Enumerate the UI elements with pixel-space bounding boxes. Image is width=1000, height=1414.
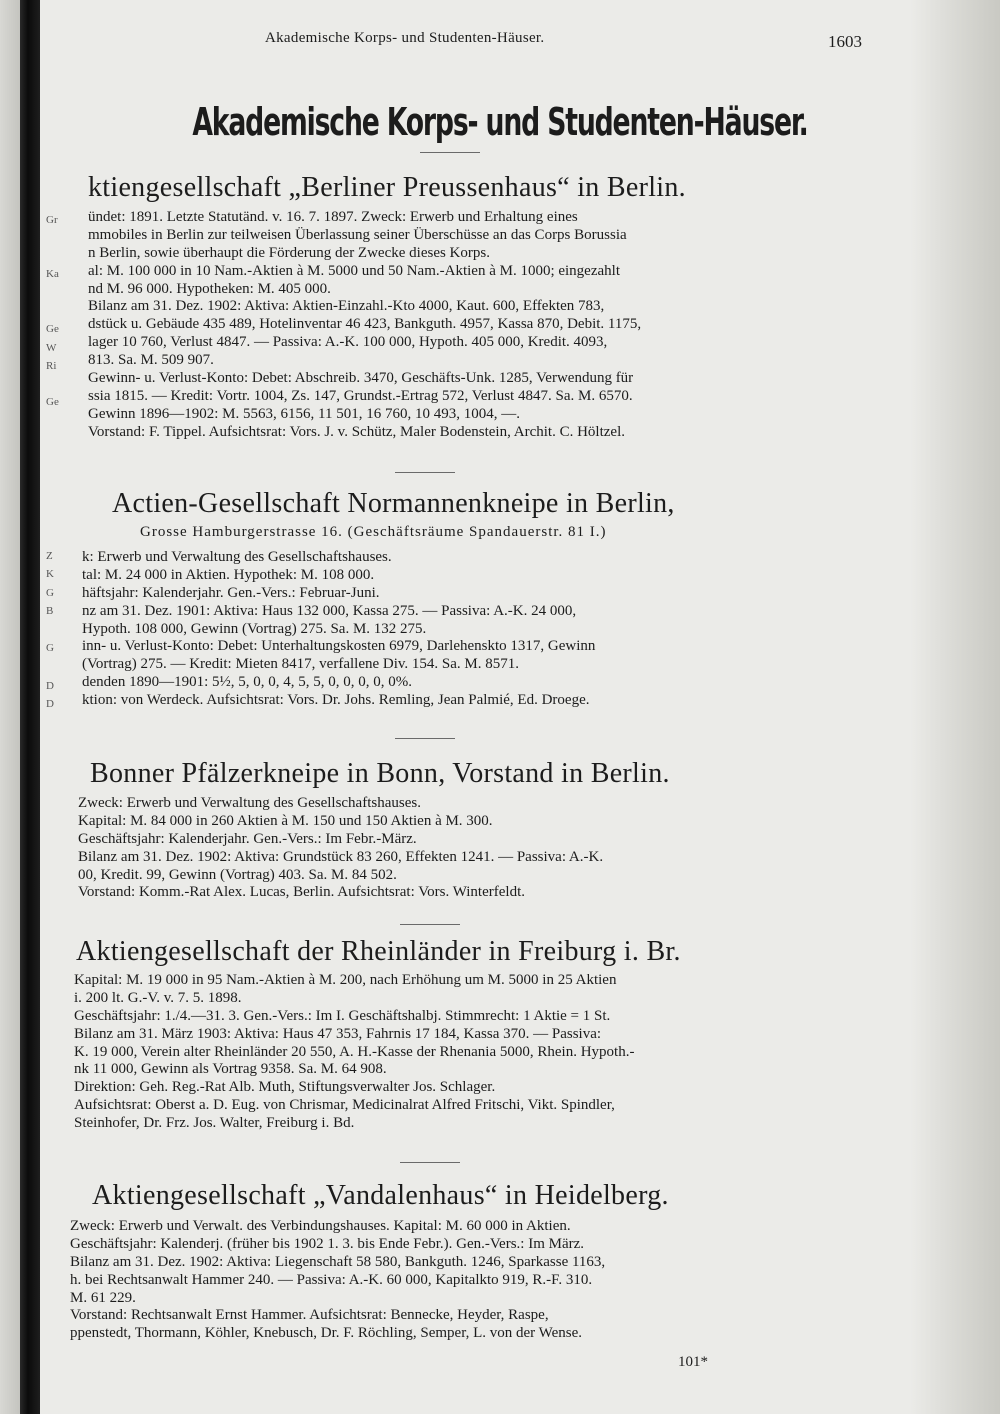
margin-fragment: W [46,342,57,354]
section-heading-pfaelzerkneipe: Bonner Pfälzerkneipe in Bonn, Vorstand in Berlin. [90,758,670,789]
text-line: inn- u. Verlust-Konto: Debet: Unterhaltungskosten 6979, Darlehenskto 1317, Gewinn [82,638,596,655]
printer-signature: 101* [678,1354,708,1370]
text-line: nz am 31. Dez. 1901: Aktiva: Haus 132 000, Kassa 275. — Passiva: A.-K. 24 000, [82,602,577,619]
text-line: k: Erwerb und Verwaltung des Gesellschaftshauses. [82,549,392,565]
title-rule [420,152,480,153]
margin-fragment: G [46,587,54,599]
section-body-pfaelzerkneipe [78,795,603,902]
margin-fragment: D [46,698,54,710]
text-line: Geschäftsjahr: Kalenderj. (früher bis 1902 1. 3. bis Ende Febr.). Gen.-Vers.: Im März. [70,1235,585,1252]
margin-fragment: Z [46,550,53,562]
margin-fragment: K [46,568,54,580]
text-line: Vorstand: Rechtsanwalt Ernst Hammer. Aufsichtsrat: Bennecke, Heyder, Raspe, [70,1307,549,1324]
page-number: 1603 [828,32,862,51]
section-heading-preussenhaus: ktiengesellschaft „Berliner Preussenhaus“ in Berlin. [88,172,686,203]
text-line: Zweck: Erwerb und Verwaltung des Gesellschaftshauses. [78,795,421,811]
page-edge-shading [910,0,1000,1414]
section-rule [400,1162,460,1163]
text-line: ssia 1815. — Kredit: Vortr. 1004, Zs. 147, Grundst.-Ertrag 572, Verlust 4847. Sa. M. 6570. [88,387,633,404]
text-line: (Vortrag) 275. — Kredit: Mieten 8417, verfallene Div. 154. Sa. M. 8571. [82,656,519,673]
text-line: Aufsichtsrat: Oberst a. D. Eug. von Chrismar, Medicinalrat Alfred Fritschi, Vikt. Spindler, [74,1097,615,1114]
section-heading-rheinlaender: Aktiengesellschaft der Rheinländer in Freiburg i. Br. [76,936,681,967]
margin-fragment: Ka [46,268,59,280]
text-line: ündet: 1891. Letzte Statutänd. v. 16. 7. 1897. Zweck: Erwerb und Erhaltung eines [88,209,578,225]
text-line: al: M. 100 000 in 10 Nam.-Aktien à M. 5000 und 50 Nam.-Aktien à M. 1000; eingezahlt [88,262,620,279]
section-body-vandalenhaus [70,1218,605,1343]
margin-fragment: G [46,642,54,654]
text-line: Vorstand: Komm.-Rat Alex. Lucas, Berlin. Aufsichtsrat: Vors. Winterfeldt. [78,884,525,901]
text-line: lager 10 760, Verlust 4847. — Passiva: A.-K. 100 000, Hypoth. 405 000, Kredit. 4093, [88,334,608,351]
text-line: ktion: von Werdeck. Aufsichtsrat: Vors. Dr. Johs. Remling, Jean Palmié, Ed. Droege. [82,692,590,709]
margin-fragment: Ge [46,323,59,335]
text-line: Bilanz am 31. Dez. 1902: Aktiva: Liegenschaft 58 580, Bankguth. 1246, Sparkasse 1163, [70,1253,606,1270]
text-line: M. 61 229. [70,1289,136,1306]
section-heading-normannenkneipe: Actien-Gesellschaft Normannenkneipe in Berlin, [112,488,675,519]
text-line: Geschäftsjahr: Kalenderjahr. Gen.-Vers.: Im Febr.-März. [78,830,417,847]
text-line: h. bei Rechtsanwalt Hammer 240. — Passiva: A.-K. 60 000, Kapitalkto 919, R.-F. 310. [70,1271,593,1288]
text-line: Gewinn 1896—1902: M. 5563, 6156, 11 501, 16 760, 10 493, 1004, —. [88,405,520,422]
text-line: i. 200 lt. G.-V. v. 7. 5. 1898. [74,989,242,1006]
text-line: K. 19 000, Verein alter Rheinländer 20 550, A. H.-Kasse der Rhenania 5000, Rhein. Hypoth.- [74,1043,635,1060]
running-head: Akademische Korps- und Studenten-Häuser. [265,30,545,46]
text-line: n Berlin, sowie überhaupt die Förderung der Zwecke dieses Korps. [88,244,490,261]
text-line: ppenstedt, Thormann, Köhler, Knebusch, Dr. F. Röchling, Semper, L. von der Wense. [70,1325,582,1342]
text-line: Direktion: Geh. Reg.-Rat Alb. Muth, Stiftungsverwalter Jos. Schlager. [74,1079,496,1096]
text-line: 00, Kredit. 99, Gewinn (Vortrag) 403. Sa. M. 84 502. [78,866,397,883]
section-heading-vandalenhaus: Aktiengesellschaft „Vandalenhaus“ in Heidelberg. [92,1180,669,1211]
text-line: Steinhofer, Dr. Frz. Jos. Walter, Freiburg i. Bd. [74,1115,355,1132]
margin-fragment: Ri [46,360,57,372]
section-body-rheinlaender [74,972,634,1133]
margin-fragment: Gr [46,214,58,226]
margin-fragment: Ge [46,396,59,408]
text-line: Bilanz am 31. März 1903: Aktiva: Haus 47 353, Fahrnis 17 184, Kassa 370. — Passiva: [74,1025,602,1042]
margin-fragment: B [46,605,54,617]
page-title: Akademische Korps- und Studenten-Häuser. [192,100,808,144]
facing-page-edge [0,0,20,1414]
text-line: Kapital: M. 84 000 in 260 Aktien à M. 150 und 150 Aktien à M. 300. [78,812,493,829]
section-body-preussenhaus [88,209,641,442]
text-line: tal: M. 24 000 in Aktien. Hypothek: M. 108 000. [82,566,375,583]
text-line: Hypoth. 108 000, Gewinn (Vortrag) 275. Sa. M. 132 275. [82,620,427,637]
text-line: dstück u. Gebäude 435 489, Hotelinventar 46 423, Bankguth. 4957, Kassa 870, Debit. 1175, [88,316,642,333]
text-line: Bilanz am 31. Dez. 1902: Aktiva: Aktien-Einzahl.-Kto 4000, Kaut. 600, Effekten 783, [88,298,605,315]
text-line: Gewinn- u. Verlust-Konto: Debet: Abschreib. 3470, Geschäfts-Unk. 1285, Verwendung für [88,370,634,387]
section-rule [395,738,455,739]
text-line: denden 1890—1901: 5½, 5, 0, 0, 4, 5, 5, 0, 0, 0, 0, 0%. [82,674,412,691]
section-subheading-normannenkneipe: Grosse Hamburgerstrasse 16. (Geschäftsräume Spandauerstr. 81 I.) [140,524,607,540]
text-line: nd M. 96 000. Hypotheken: M. 405 000. [88,280,331,297]
text-line: 813. Sa. M. 509 907. [88,352,214,369]
book-binding-shadow [20,0,40,1414]
text-line: Geschäftsjahr: 1./4.—31. 3. Gen.-Vers.: Im I. Geschäftshalbj. Stimmrecht: 1 Aktie = 1 St. [74,1007,611,1024]
text-line: mmobiles in Berlin zur teilweisen Überlassung seiner Überschüsse an das Corps Borussia [88,226,627,243]
section-body-normannenkneipe [82,549,595,710]
text-line: Vorstand: F. Tippel. Aufsichtsrat: Vors. J. v. Schütz, Maler Bodenstein, Archit. C. Höltzel. [88,423,625,440]
text-line: häftsjahr: Kalenderjahr. Gen.-Vers.: Februar-Juni. [82,584,380,601]
text-line: Bilanz am 31. Dez. 1902: Aktiva: Grundstück 83 260, Effekten 1241. — Passiva: A.-K. [78,848,604,865]
section-rule [395,472,455,473]
margin-fragment: D [46,680,54,692]
section-rule [400,924,460,925]
text-line: nk 11 000, Gewinn als Vortrag 9358. Sa. M. 64 908. [74,1061,387,1078]
text-line: Kapital: M. 19 000 in 95 Nam.-Aktien à M. 200, nach Erhöhung um M. 5000 in 25 Aktien [74,972,617,988]
text-line: Zweck: Erwerb und Verwalt. des Verbindungshauses. Kapital: M. 60 000 in Aktien. [70,1218,571,1234]
